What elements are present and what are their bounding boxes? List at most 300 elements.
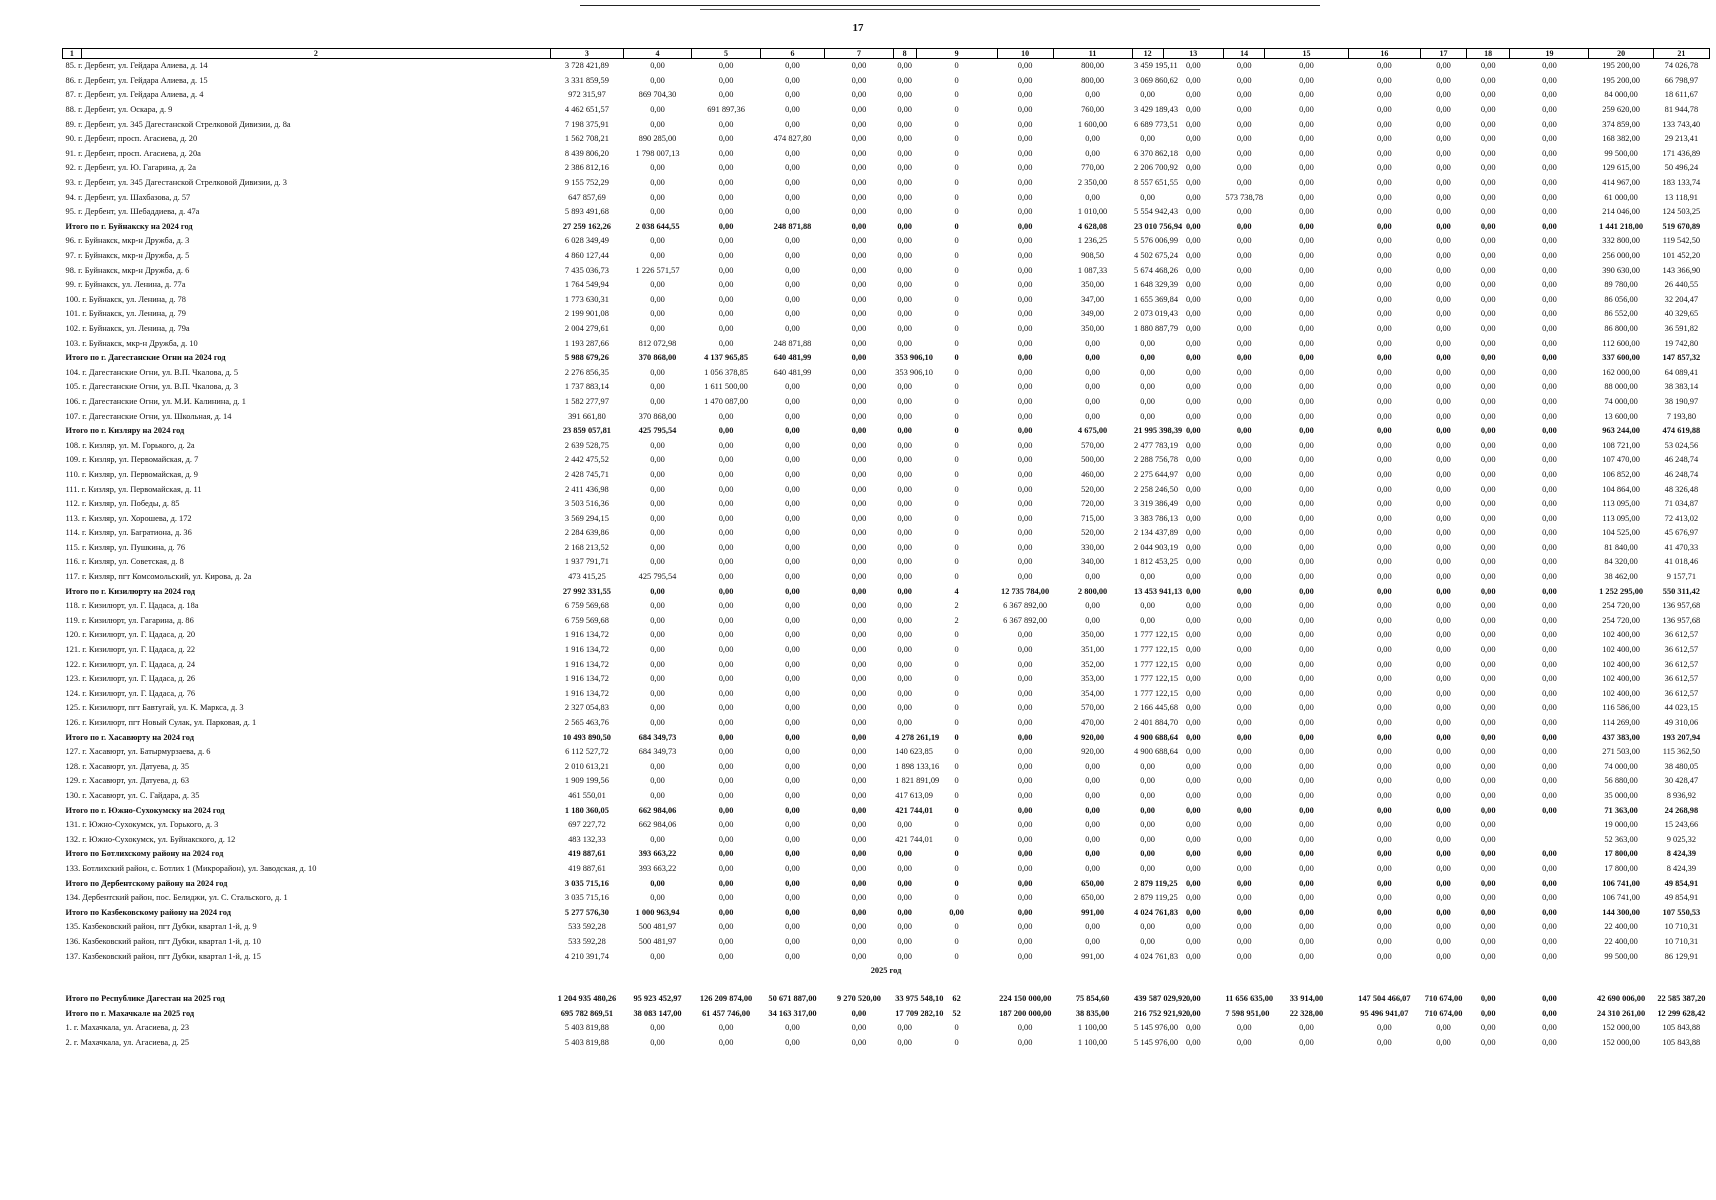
value-cell-col-20: 99 500,00 xyxy=(1604,148,1638,158)
value-cell-col-9: 0 xyxy=(954,221,959,231)
value-cell-col-7: 0,00 xyxy=(851,878,867,888)
value-cell-col-11: 720,00 xyxy=(1081,499,1105,509)
value-cell-col-16: 0,00 xyxy=(1377,90,1392,100)
value-cell-col-11: 0,00 xyxy=(1085,134,1100,144)
value-cell-col-17: 0,00 xyxy=(1436,1037,1451,1047)
table-row xyxy=(63,716,1710,731)
value-cell-col-4: 1 000 963,94 xyxy=(635,907,680,917)
value-cell-col-15: 0,00 xyxy=(1299,353,1314,363)
value-cell-col-7: 0,00 xyxy=(851,90,867,100)
value-cell-col-8: 0,00 xyxy=(897,1037,912,1047)
value-cell-col-8: 0,00 xyxy=(897,192,912,202)
value-cell-col-13: 0,00 xyxy=(1185,1037,1201,1047)
value-cell-col-7: 9 270 520,00 xyxy=(836,994,881,1004)
address-cell: 98. г. Буйнакск, мкр-н Дружба, д. 6 xyxy=(65,265,190,275)
value-cell-col-18: 0,00 xyxy=(1480,645,1496,655)
address-cell: 104. г. Дагестанские Огни, ул. В.П. Чкалова, д. 5 xyxy=(65,367,239,377)
value-cell-col-5: 0,00 xyxy=(718,703,734,713)
value-cell-col-14: 11 656 635,00 xyxy=(1225,994,1274,1004)
value-cell-col-20: 84 000,00 xyxy=(1604,90,1638,100)
value-cell-col-17: 0,00 xyxy=(1436,849,1451,859)
value-cell-col-7: 0,00 xyxy=(851,236,867,246)
value-cell-col-19: 0,00 xyxy=(1542,718,1557,728)
value-cell-col-19: 0,00 xyxy=(1542,805,1557,815)
value-cell-col-12: 3 383 786,13 xyxy=(1134,513,1179,523)
value-cell-col-4: 0,00 xyxy=(650,396,665,406)
value-cell-col-19: 0,00 xyxy=(1542,893,1557,903)
value-cell-col-4: 0,00 xyxy=(650,645,665,655)
value-cell-col-11: 350,00 xyxy=(1081,630,1105,640)
value-cell-col-3: 4 860 127,44 xyxy=(564,251,609,261)
value-cell-col-19: 0,00 xyxy=(1542,148,1557,158)
value-cell-col-3: 3 569 294,15 xyxy=(564,513,609,523)
value-cell-col-21: 26 440,55 xyxy=(1664,280,1699,290)
value-cell-col-9: 0 xyxy=(954,834,959,844)
value-cell-col-7: 0,00 xyxy=(851,907,867,917)
value-cell-col-20: 86 056,00 xyxy=(1604,294,1638,304)
value-cell-col-21: 24 268,98 xyxy=(1664,805,1699,815)
value-cell-col-12: 5 145 976,00 xyxy=(1134,1023,1179,1033)
value-cell-col-20: 437 383,00 xyxy=(1602,732,1640,742)
value-cell-col-16: 0,00 xyxy=(1377,221,1392,231)
value-cell-col-7: 0,00 xyxy=(851,251,867,261)
table-row xyxy=(63,526,1710,541)
value-cell-col-5: 0,00 xyxy=(718,601,734,611)
value-cell-col-5: 0,00 xyxy=(718,134,734,144)
value-cell-col-15: 0,00 xyxy=(1299,105,1314,115)
value-cell-col-7: 0,00 xyxy=(851,265,867,275)
value-cell-col-7: 0,00 xyxy=(851,134,867,144)
value-cell-col-8: 0,00 xyxy=(897,572,912,582)
value-cell-col-17: 0,00 xyxy=(1436,1023,1451,1033)
value-cell-col-9: 0 xyxy=(954,280,959,290)
value-cell-col-10: 0,00 xyxy=(1017,455,1033,465)
value-cell-col-18: 0,00 xyxy=(1480,542,1496,552)
value-cell-col-3: 2 386 812,16 xyxy=(564,163,609,173)
value-cell-col-11: 650,00 xyxy=(1081,893,1105,903)
value-cell-col-19: 0,00 xyxy=(1542,90,1557,100)
address-cell: 92. г. Дербент, ул. Ю. Гагарина, д. 2а xyxy=(65,163,196,173)
subtotal-label: Итого по г. Южно-Сухокумску на 2024 год xyxy=(65,805,225,815)
value-cell-col-21: 53 024,56 xyxy=(1664,440,1699,450)
value-cell-col-21: 550 311,42 xyxy=(1662,586,1700,596)
value-cell-col-4: 0,00 xyxy=(650,513,665,523)
value-cell-col-16: 0,00 xyxy=(1377,207,1392,217)
value-cell-col-4: 500 481,97 xyxy=(638,936,677,946)
value-cell-col-13: 0,00 xyxy=(1185,586,1201,596)
value-cell-col-20: 102 400,00 xyxy=(1602,659,1640,669)
value-cell-col-4: 500 481,97 xyxy=(638,922,677,932)
value-cell-col-3: 4 462 651,57 xyxy=(564,105,609,115)
value-cell-col-18: 0,00 xyxy=(1480,747,1496,757)
value-cell-col-7: 0,00 xyxy=(851,221,867,231)
value-cell-col-12: 1 777 122,15 xyxy=(1134,659,1179,669)
value-cell-col-3: 2 565 463,76 xyxy=(564,718,609,728)
value-cell-col-20: 52 363,00 xyxy=(1604,834,1638,844)
address-cell: 1. г. Махачкала, ул. Агасиева, д. 23 xyxy=(65,1023,190,1033)
value-cell-col-15: 0,00 xyxy=(1299,469,1314,479)
value-cell-col-17: 0,00 xyxy=(1436,893,1451,903)
address-cell: 126. г. Кизилюрт, пгт Новый Сулак, ул. Парковая, д. 1 xyxy=(65,718,257,728)
table-row xyxy=(63,438,1710,453)
value-cell-col-8: 421 744,01 xyxy=(895,834,933,844)
value-cell-col-13: 0,00 xyxy=(1185,718,1201,728)
value-cell-col-14: 0,00 xyxy=(1236,163,1252,173)
subtotal-label: Итого по г. Махачкале на 2025 год xyxy=(65,1008,195,1018)
value-cell-col-21: 36 591,82 xyxy=(1664,323,1699,333)
value-cell-col-4: 0,00 xyxy=(650,528,665,538)
value-cell-col-7: 0,00 xyxy=(851,776,867,786)
value-cell-col-19: 0,00 xyxy=(1542,907,1557,917)
value-cell-col-7: 0,00 xyxy=(851,440,867,450)
value-cell-col-17: 0,00 xyxy=(1436,747,1451,757)
value-cell-col-18: 0,00 xyxy=(1480,294,1496,304)
value-cell-col-11: 460,00 xyxy=(1081,469,1105,479)
value-cell-col-19: 0,00 xyxy=(1542,586,1557,596)
value-cell-col-11: 2 800,00 xyxy=(1077,586,1108,596)
value-cell-col-13: 0,00 xyxy=(1185,761,1201,771)
value-cell-col-15: 0,00 xyxy=(1299,703,1314,713)
value-cell-col-17: 0,00 xyxy=(1436,90,1451,100)
value-cell-col-15: 0,00 xyxy=(1299,528,1314,538)
value-cell-col-20: 99 500,00 xyxy=(1604,951,1638,961)
value-cell-col-5: 0,00 xyxy=(718,718,734,728)
table-row xyxy=(63,935,1710,950)
value-cell-col-5: 0,00 xyxy=(718,1023,734,1033)
year-divider-row xyxy=(63,964,1710,978)
value-cell-col-3: 1 916 134,72 xyxy=(564,688,609,698)
value-cell-col-10: 0,00 xyxy=(1017,893,1033,903)
value-cell-col-17: 0,00 xyxy=(1436,323,1451,333)
table-row xyxy=(63,147,1710,162)
value-cell-col-19: 0,00 xyxy=(1542,513,1557,523)
value-cell-col-7: 0,00 xyxy=(851,659,867,669)
value-cell-col-8: 0,00 xyxy=(897,863,912,873)
table-row xyxy=(63,234,1710,249)
table-row xyxy=(63,103,1710,118)
value-cell-col-7: 0,00 xyxy=(851,805,867,815)
table-row xyxy=(63,745,1710,760)
value-cell-col-20: 102 400,00 xyxy=(1602,674,1640,684)
value-cell-col-3: 1 916 134,72 xyxy=(564,659,609,669)
table-row xyxy=(63,482,1710,497)
value-cell-col-20: 390 630,00 xyxy=(1602,265,1640,275)
value-cell-col-10: 0,00 xyxy=(1017,338,1033,348)
value-cell-col-8: 0,00 xyxy=(897,630,912,640)
value-cell-col-13: 0,00 xyxy=(1185,1023,1201,1033)
value-cell-col-8: 33 975 548,10 xyxy=(895,994,944,1004)
value-cell-col-4: 684 349,73 xyxy=(638,732,677,742)
value-cell-col-21: 49 854,91 xyxy=(1664,893,1699,903)
value-cell-col-20: 74 000,00 xyxy=(1604,396,1638,406)
value-cell-col-3: 3 503 516,36 xyxy=(564,499,609,509)
value-cell-col-17: 0,00 xyxy=(1436,951,1451,961)
value-cell-col-16: 0,00 xyxy=(1377,148,1392,158)
value-cell-col-6: 0,00 xyxy=(785,251,800,261)
value-cell-col-13: 0,00 xyxy=(1185,630,1201,640)
value-cell-col-9: 52 xyxy=(952,1008,961,1018)
top-rule xyxy=(580,5,1320,6)
value-cell-col-7: 0,00 xyxy=(851,469,867,479)
value-cell-col-13: 0,00 xyxy=(1185,396,1201,406)
value-cell-col-5: 0,00 xyxy=(718,878,734,888)
value-cell-col-21: 36 612,57 xyxy=(1664,645,1699,655)
value-cell-col-16: 0,00 xyxy=(1377,951,1392,961)
value-cell-col-4: 0,00 xyxy=(650,878,665,888)
value-cell-col-18: 0,00 xyxy=(1480,790,1496,800)
value-cell-col-9: 0 xyxy=(954,630,959,640)
value-cell-col-11: 4 675,00 xyxy=(1077,426,1108,436)
value-cell-col-16: 0,00 xyxy=(1377,718,1392,728)
value-cell-col-9: 0 xyxy=(954,718,959,728)
value-cell-col-10: 0,00 xyxy=(1017,499,1033,509)
value-cell-col-15: 0,00 xyxy=(1299,513,1314,523)
value-cell-col-8: 0,00 xyxy=(897,251,912,261)
value-cell-col-4: 0,00 xyxy=(650,761,665,771)
value-cell-col-12: 0,00 xyxy=(1140,353,1155,363)
address-cell: 102. г. Буйнакск, ул. Ленина, д. 79а xyxy=(65,323,190,333)
value-cell-col-9: 0 xyxy=(954,703,959,713)
value-cell-col-16: 0,00 xyxy=(1377,61,1392,71)
value-cell-col-13: 0,00 xyxy=(1185,834,1201,844)
value-cell-col-12: 0,00 xyxy=(1140,790,1155,800)
value-cell-col-13: 0,00 xyxy=(1185,994,1201,1004)
value-cell-col-7: 0,00 xyxy=(851,572,867,582)
value-cell-col-14: 0,00 xyxy=(1236,761,1252,771)
value-cell-col-10: 0,00 xyxy=(1017,367,1033,377)
value-cell-col-7: 0,00 xyxy=(851,484,867,494)
value-cell-col-16: 0,00 xyxy=(1377,513,1392,523)
table-row xyxy=(63,409,1710,424)
value-cell-col-11: 350,00 xyxy=(1081,323,1105,333)
address-cell: 112. г. Кизляр, ул. Победы, д. 85 xyxy=(65,499,180,509)
value-cell-col-16: 95 496 941,07 xyxy=(1360,1008,1409,1018)
value-cell-col-14: 0,00 xyxy=(1236,61,1252,71)
value-cell-col-20: 86 552,00 xyxy=(1604,309,1638,319)
value-cell-col-4: 0,00 xyxy=(650,893,665,903)
value-cell-col-4: 0,00 xyxy=(650,1037,665,1047)
value-cell-col-5: 0,00 xyxy=(718,572,734,582)
value-cell-col-15: 0,00 xyxy=(1299,75,1314,85)
value-cell-col-3: 473 415,25 xyxy=(568,572,606,582)
value-cell-col-12: 5 145 976,00 xyxy=(1134,1037,1179,1047)
value-cell-col-10: 0,00 xyxy=(1017,747,1033,757)
value-cell-col-7: 0,00 xyxy=(851,411,867,421)
value-cell-col-18: 0,00 xyxy=(1480,878,1496,888)
value-cell-col-18: 0,00 xyxy=(1480,178,1496,188)
value-cell-col-13: 0,00 xyxy=(1185,134,1201,144)
table-row xyxy=(63,1036,1710,1051)
address-cell: 105. г. Дагестанские Огни, ул. В.П. Чкалова, д. 3 xyxy=(65,382,239,392)
value-cell-col-18: 0,00 xyxy=(1480,396,1496,406)
value-cell-col-3: 6 759 569,68 xyxy=(564,615,609,625)
value-cell-col-20: 144 300,00 xyxy=(1602,907,1640,917)
value-cell-col-20: 256 000,00 xyxy=(1602,251,1640,261)
value-cell-col-10: 0,00 xyxy=(1017,61,1033,71)
value-cell-col-4: 0,00 xyxy=(650,951,665,961)
value-cell-col-18: 0,00 xyxy=(1480,75,1496,85)
value-cell-col-15: 0,00 xyxy=(1299,134,1314,144)
value-cell-col-14: 0,00 xyxy=(1236,703,1252,713)
value-cell-col-20: 13 600,00 xyxy=(1604,411,1638,421)
value-cell-col-4: 0,00 xyxy=(650,192,665,202)
value-cell-col-13: 0,00 xyxy=(1185,265,1201,275)
table-row xyxy=(63,643,1710,658)
value-cell-col-12: 4 900 688,64 xyxy=(1134,732,1179,742)
value-cell-col-16: 0,00 xyxy=(1377,820,1392,830)
value-cell-col-12: 0,00 xyxy=(1140,936,1155,946)
value-cell-col-14: 0,00 xyxy=(1236,382,1252,392)
value-cell-col-12: 2 206 700,92 xyxy=(1134,163,1179,173)
value-cell-col-14: 0,00 xyxy=(1236,499,1252,509)
value-cell-col-5: 0,00 xyxy=(718,907,734,917)
value-cell-col-16: 0,00 xyxy=(1377,863,1392,873)
value-cell-col-18: 0,00 xyxy=(1480,849,1496,859)
value-cell-col-20: 162 000,00 xyxy=(1602,367,1640,377)
value-cell-col-16: 0,00 xyxy=(1377,936,1392,946)
value-cell-col-11: 570,00 xyxy=(1081,703,1105,713)
value-cell-col-6: 0,00 xyxy=(785,659,800,669)
value-cell-col-16: 0,00 xyxy=(1377,367,1392,377)
value-cell-col-8: 0,00 xyxy=(897,338,912,348)
value-cell-col-4: 0,00 xyxy=(650,323,665,333)
blank-cell xyxy=(63,978,1710,992)
value-cell-col-19: 0,00 xyxy=(1542,134,1557,144)
value-cell-col-5: 0,00 xyxy=(718,265,734,275)
value-cell-col-18: 0,00 xyxy=(1480,484,1496,494)
value-cell-col-13: 0,00 xyxy=(1185,61,1201,71)
address-cell: 2. г. Махачкала, ул. Агасиева, д. 25 xyxy=(65,1037,190,1047)
value-cell-col-4: 0,00 xyxy=(650,688,665,698)
value-cell-col-4: 684 349,73 xyxy=(638,747,677,757)
value-cell-col-20: 61 000,00 xyxy=(1604,192,1638,202)
value-cell-col-8: 353 906,10 xyxy=(895,367,933,377)
table-row xyxy=(63,176,1710,191)
value-cell-col-8: 0,00 xyxy=(897,396,912,406)
value-cell-col-18: 0,00 xyxy=(1480,119,1496,129)
value-cell-col-20: 81 840,00 xyxy=(1604,542,1638,552)
value-cell-col-16: 0,00 xyxy=(1377,411,1392,421)
value-cell-col-21: 45 676,97 xyxy=(1664,528,1699,538)
value-cell-col-7: 0,00 xyxy=(851,1008,867,1018)
value-cell-col-12: 0,00 xyxy=(1140,382,1155,392)
value-cell-col-17: 0,00 xyxy=(1436,878,1451,888)
value-cell-col-7: 0,00 xyxy=(851,455,867,465)
value-cell-col-21: 8 424,39 xyxy=(1666,849,1697,859)
value-cell-col-19: 0,00 xyxy=(1542,265,1557,275)
value-cell-col-7: 0,00 xyxy=(851,761,867,771)
value-cell-col-10: 0,00 xyxy=(1017,513,1033,523)
value-cell-col-9: 0 xyxy=(954,805,959,815)
value-cell-col-14: 0,00 xyxy=(1236,907,1252,917)
value-cell-col-7: 0,00 xyxy=(851,148,867,158)
value-cell-col-12: 23 010 756,94 xyxy=(1134,221,1183,231)
value-cell-col-12: 1 777 122,15 xyxy=(1134,645,1179,655)
value-cell-col-5: 0,00 xyxy=(718,178,734,188)
value-cell-col-14: 0,00 xyxy=(1236,134,1252,144)
value-cell-col-15: 0,00 xyxy=(1299,323,1314,333)
value-cell-col-17: 0,00 xyxy=(1436,732,1451,742)
value-cell-col-9: 0 xyxy=(954,688,959,698)
value-cell-col-17: 0,00 xyxy=(1436,630,1451,640)
table-row xyxy=(63,161,1710,176)
address-cell: 137. Казбековский район, пгт Дубки, квартал 1-й, д. 15 xyxy=(65,951,261,961)
value-cell-col-21: 105 843,88 xyxy=(1662,1023,1701,1033)
col-header: 21 xyxy=(1653,49,1709,59)
value-cell-col-3: 697 227,72 xyxy=(568,820,606,830)
value-cell-col-19 xyxy=(1510,832,1589,847)
value-cell-col-11: 0,00 xyxy=(1085,396,1100,406)
value-cell-col-5: 0,00 xyxy=(718,90,734,100)
value-cell-col-6: 0,00 xyxy=(785,820,800,830)
value-cell-col-16: 0,00 xyxy=(1377,426,1392,436)
subtotal-label: Итого по Казбековскому району на 2024 год xyxy=(65,907,231,917)
col-header: 12 xyxy=(1132,49,1163,59)
value-cell-col-19: 0,00 xyxy=(1542,688,1557,698)
value-cell-col-7: 0,00 xyxy=(851,382,867,392)
value-cell-col-20: 112 600,00 xyxy=(1602,338,1640,348)
value-cell-col-18: 0,00 xyxy=(1480,338,1496,348)
value-cell-col-6: 0,00 xyxy=(785,426,800,436)
value-cell-col-17: 0,00 xyxy=(1436,236,1451,246)
value-cell-col-11: 349,00 xyxy=(1081,309,1105,319)
value-cell-col-17: 0,00 xyxy=(1436,499,1451,509)
value-cell-col-15: 0,00 xyxy=(1299,863,1314,873)
value-cell-col-15: 0,00 xyxy=(1299,499,1314,509)
value-cell-col-15: 0,00 xyxy=(1299,192,1314,202)
address-cell: 122. г. Кизилюрт, ул. Г. Цадаса, д. 24 xyxy=(65,659,196,669)
value-cell-col-8: 0,00 xyxy=(897,951,912,961)
value-cell-col-17: 0,00 xyxy=(1436,221,1451,231)
value-cell-col-10: 0,00 xyxy=(1017,148,1033,158)
value-cell-col-18: 0,00 xyxy=(1480,703,1496,713)
value-cell-col-6: 0,00 xyxy=(785,688,800,698)
value-cell-col-13: 0,00 xyxy=(1185,294,1201,304)
value-cell-col-17: 0,00 xyxy=(1436,134,1451,144)
value-cell-col-19: 0,00 xyxy=(1542,674,1557,684)
address-cell: 86. г. Дербент, ул. Гейдара Алиева, д. 15 xyxy=(65,75,208,85)
address-cell: 132. г. Южно-Сухокумск, ул. Буйнакского, д. 12 xyxy=(65,834,236,844)
value-cell-col-19: 0,00 xyxy=(1542,469,1557,479)
value-cell-col-3: 1 916 134,72 xyxy=(564,645,609,655)
value-cell-col-18: 0,00 xyxy=(1480,280,1496,290)
value-cell-col-9: 0 xyxy=(954,294,959,304)
subtotal-row xyxy=(63,876,1710,891)
value-cell-col-20: 38 462,00 xyxy=(1604,572,1638,582)
value-cell-col-9: 0 xyxy=(954,659,959,669)
value-cell-col-3: 1 773 630,31 xyxy=(564,294,609,304)
value-cell-col-3: 10 493 890,50 xyxy=(562,732,611,742)
value-cell-col-3: 647 857,69 xyxy=(568,192,606,202)
value-cell-col-9: 0 xyxy=(954,119,959,129)
value-cell-col-19: 0,00 xyxy=(1542,703,1557,713)
value-cell-col-3: 2 004 279,61 xyxy=(564,323,609,333)
value-cell-col-14: 0,00 xyxy=(1236,207,1252,217)
value-cell-col-6: 50 671 887,00 xyxy=(768,994,817,1004)
value-cell-col-4: 370 868,00 xyxy=(638,353,677,363)
value-cell-col-21: 8 936,92 xyxy=(1666,790,1697,800)
value-cell-col-4: 0,00 xyxy=(650,440,665,450)
value-cell-col-14: 0,00 xyxy=(1236,849,1252,859)
value-cell-col-11: 470,00 xyxy=(1081,718,1105,728)
value-cell-col-15: 0,00 xyxy=(1299,440,1314,450)
value-cell-col-19: 0,00 xyxy=(1542,75,1557,85)
value-cell-col-20: 102 400,00 xyxy=(1602,630,1640,640)
address-cell: 123. г. Кизилюрт, ул. Г. Цадаса, д. 26 xyxy=(65,674,196,684)
value-cell-col-17: 0,00 xyxy=(1436,805,1451,815)
table-row xyxy=(63,205,1710,220)
value-cell-col-12: 5 554 942,43 xyxy=(1134,207,1179,217)
